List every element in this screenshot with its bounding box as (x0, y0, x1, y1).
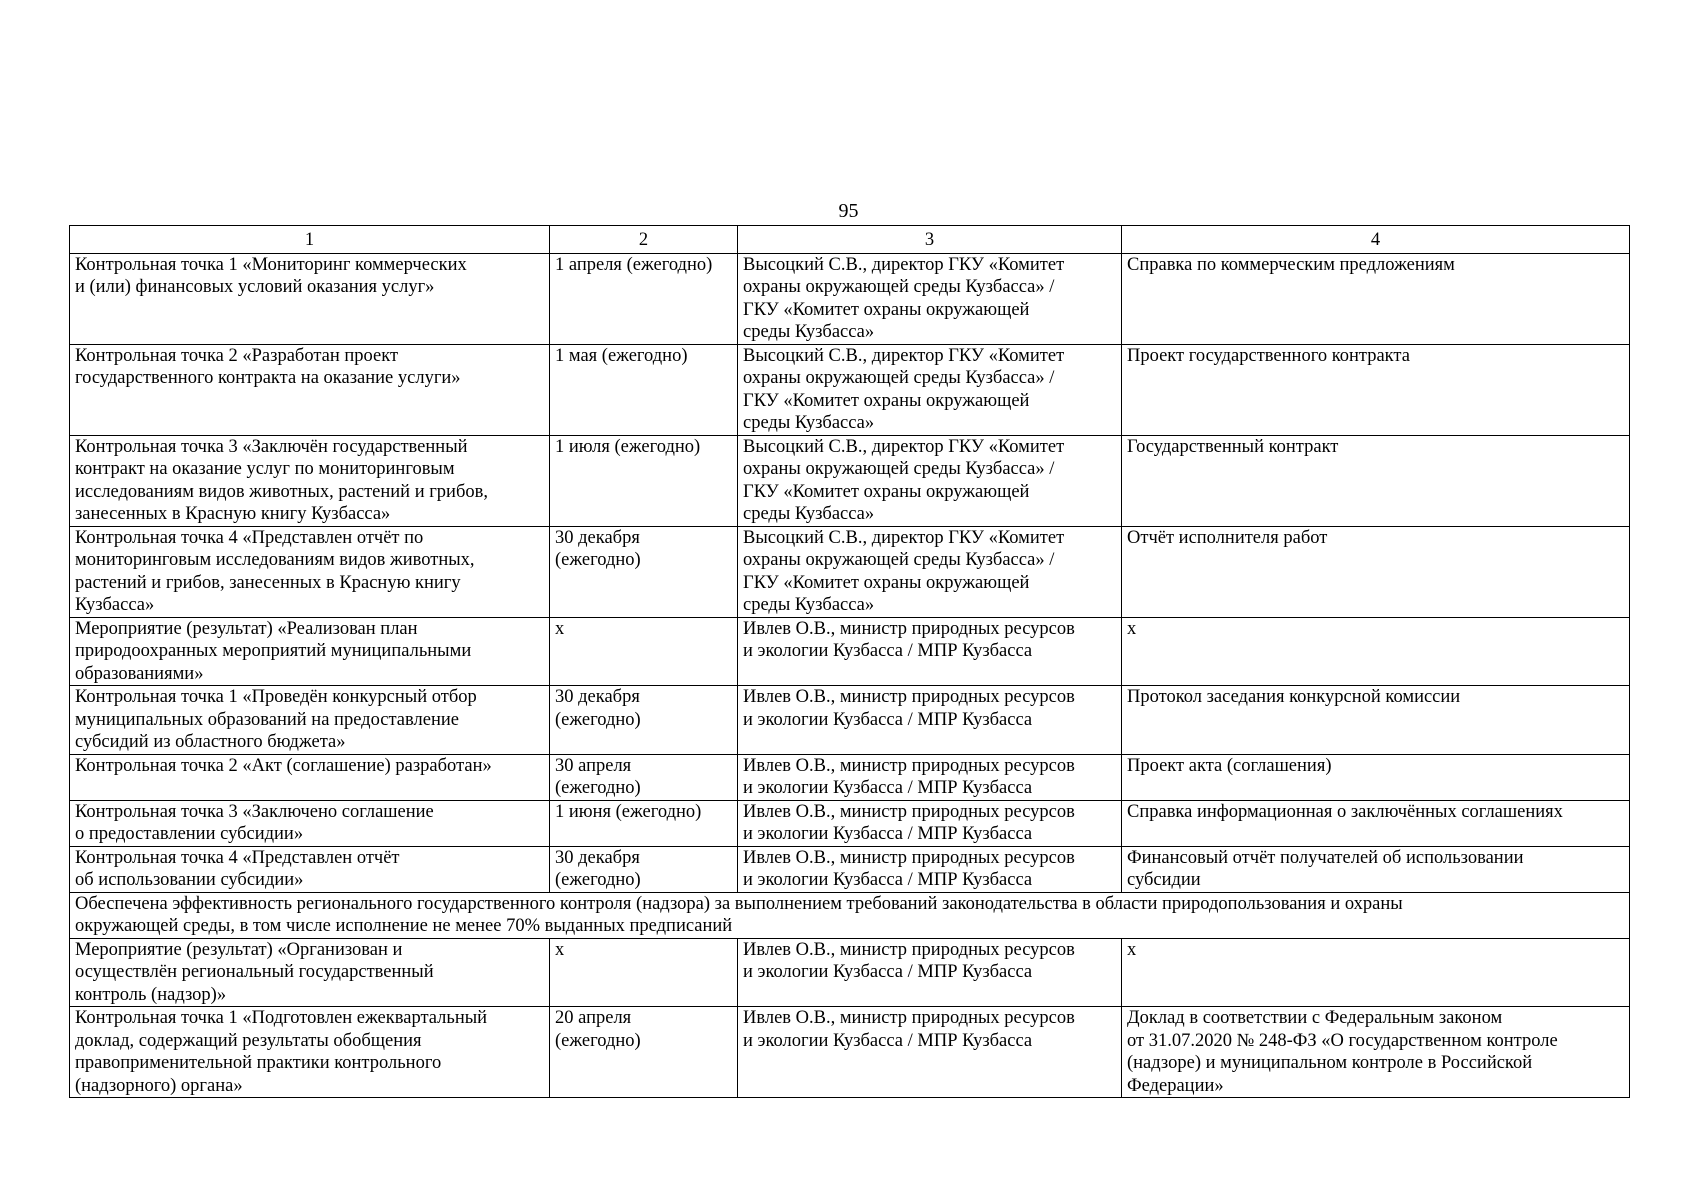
cell-responsible: Высоцкий С.В., директор ГКУ «Комитет охраны окружающей среды Кузбасса» / ГКУ «Комитет охраны окружающей среды Кузбасса» (738, 253, 1122, 344)
cell-deadline: 1 июня (ежегодно) (550, 800, 738, 846)
cell-document: Проект государственного контракта (1122, 344, 1630, 435)
cell-responsible: Ивлев О.В., министр природных ресурсов и экологии Кузбасса / МПР Кузбасса (738, 800, 1122, 846)
cell-document: х (1122, 617, 1630, 686)
cell-event: Контрольная точка 4 «Представлен отчёт об использовании субсидии» (70, 846, 550, 892)
cell-document: Государственный контракт (1122, 435, 1630, 526)
cell-document: Протокол заседания конкурсной комиссии (1122, 686, 1630, 755)
cell-responsible: Ивлев О.В., министр природных ресурсов и экологии Кузбасса / МПР Кузбасса (738, 686, 1122, 755)
cell-event: Контрольная точка 3 «Заключён государственный контракт на оказание услуг по мониторинговым исследованиям видов животных, растений и грибов, занесенных в Красную книгу Кузбасса» (70, 435, 550, 526)
cell-document: Финансовый отчёт получателей об использовании субсидии (1122, 846, 1630, 892)
cell-document: Отчёт исполнителя работ (1122, 526, 1630, 617)
column-header-2: 2 (550, 226, 738, 254)
table-row (70, 435, 1630, 526)
table-row (70, 617, 1630, 686)
cell-deadline: 30 декабря (ежегодно) (550, 686, 738, 755)
cell-event: Контрольная точка 1 «Подготовлен ежеквартальный доклад, содержащий результаты обобщения правоприменительной практики контрольного (надзорного) органа» (70, 1007, 550, 1098)
cell-responsible: Ивлев О.В., министр природных ресурсов и экологии Кузбасса / МПР Кузбасса (738, 846, 1122, 892)
table-row (70, 253, 1630, 344)
cell-event: Контрольная точка 2 «Акт (соглашение) разработан» (70, 754, 550, 800)
cell-event: Контрольная точка 3 «Заключено соглашение о предоставлении субсидии» (70, 800, 550, 846)
table-row (70, 800, 1630, 846)
cell-event: Контрольная точка 1 «Проведён конкурсный отбор муниципальных образований на предоставление субсидий из областного бюджета» (70, 686, 550, 755)
cell-event: Контрольная точка 4 «Представлен отчёт по мониторинговым исследованиям видов животных, растений и грибов, занесенных в Красную книгу Кузбасса» (70, 526, 550, 617)
table-row (70, 846, 1630, 892)
table-row (70, 938, 1630, 1007)
cell-event: Контрольная точка 2 «Разработан проект государственного контракта на оказание услуги» (70, 344, 550, 435)
cell-deadline: х (550, 938, 738, 1007)
table-row (70, 1007, 1630, 1098)
section-row (70, 892, 1630, 938)
column-header-4: 4 (1122, 226, 1630, 254)
plan-table (69, 225, 1630, 1098)
cell-deadline: х (550, 617, 738, 686)
column-header-1: 1 (70, 226, 550, 254)
cell-responsible: Ивлев О.В., министр природных ресурсов и экологии Кузбасса / МПР Кузбасса (738, 1007, 1122, 1098)
cell-deadline: 1 июля (ежегодно) (550, 435, 738, 526)
cell-event: Мероприятие (результат) «Организован и осуществлён региональный государственный контроль (надзор)» (70, 938, 550, 1007)
column-header-3: 3 (738, 226, 1122, 254)
cell-deadline: 30 апреля (ежегодно) (550, 754, 738, 800)
page-number: 95 (838, 200, 859, 222)
table-row (70, 686, 1630, 755)
header-row (70, 226, 1630, 254)
cell-document: Доклад в соответствии с Федеральным законом от 31.07.2020 № 248-ФЗ «О государственном контроле (надзоре) и муниципальном контроле в Российской Федерации» (1122, 1007, 1630, 1098)
cell-responsible: Высоцкий С.В., директор ГКУ «Комитет охраны окружающей среды Кузбасса» / ГКУ «Комитет охраны окружающей среды Кузбасса» (738, 344, 1122, 435)
cell-event: Контрольная точка 1 «Мониторинг коммерческих и (или) финансовых условий оказания услуг» (70, 253, 550, 344)
cell-responsible: Высоцкий С.В., директор ГКУ «Комитет охраны окружающей среды Кузбасса» / ГКУ «Комитет охраны окружающей среды Кузбасса» (738, 526, 1122, 617)
cell-responsible: Ивлев О.В., министр природных ресурсов и экологии Кузбасса / МПР Кузбасса (738, 754, 1122, 800)
section-goal-text: Обеспечена эффективность регионального государственного контроля (надзора) за выполнением требований законодательства в области природопользования и охраны окружающей среды, в том числе исполнение не менее 70% выданных предписаний (70, 892, 1630, 938)
table-row (70, 526, 1630, 617)
cell-document: Проект акта (соглашения) (1122, 754, 1630, 800)
table-row (70, 344, 1630, 435)
table-row (70, 754, 1630, 800)
cell-deadline: 1 мая (ежегодно) (550, 344, 738, 435)
cell-responsible: Высоцкий С.В., директор ГКУ «Комитет охраны окружающей среды Кузбасса» / ГКУ «Комитет охраны окружающей среды Кузбасса» (738, 435, 1122, 526)
cell-event: Мероприятие (результат) «Реализован план природоохранных мероприятий муниципальными образованиями» (70, 617, 550, 686)
cell-deadline: 30 декабря (ежегодно) (550, 846, 738, 892)
cell-deadline: 20 апреля (ежегодно) (550, 1007, 738, 1098)
cell-responsible: Ивлев О.В., министр природных ресурсов и экологии Кузбасса / МПР Кузбасса (738, 617, 1122, 686)
cell-deadline: 30 декабря (ежегодно) (550, 526, 738, 617)
cell-responsible: Ивлев О.В., министр природных ресурсов и экологии Кузбасса / МПР Кузбасса (738, 938, 1122, 1007)
cell-deadline: 1 апреля (ежегодно) (550, 253, 738, 344)
cell-document: Справка по коммерческим предложениям (1122, 253, 1630, 344)
cell-document: Справка информационная о заключённых соглашениях (1122, 800, 1630, 846)
cell-document: х (1122, 938, 1630, 1007)
